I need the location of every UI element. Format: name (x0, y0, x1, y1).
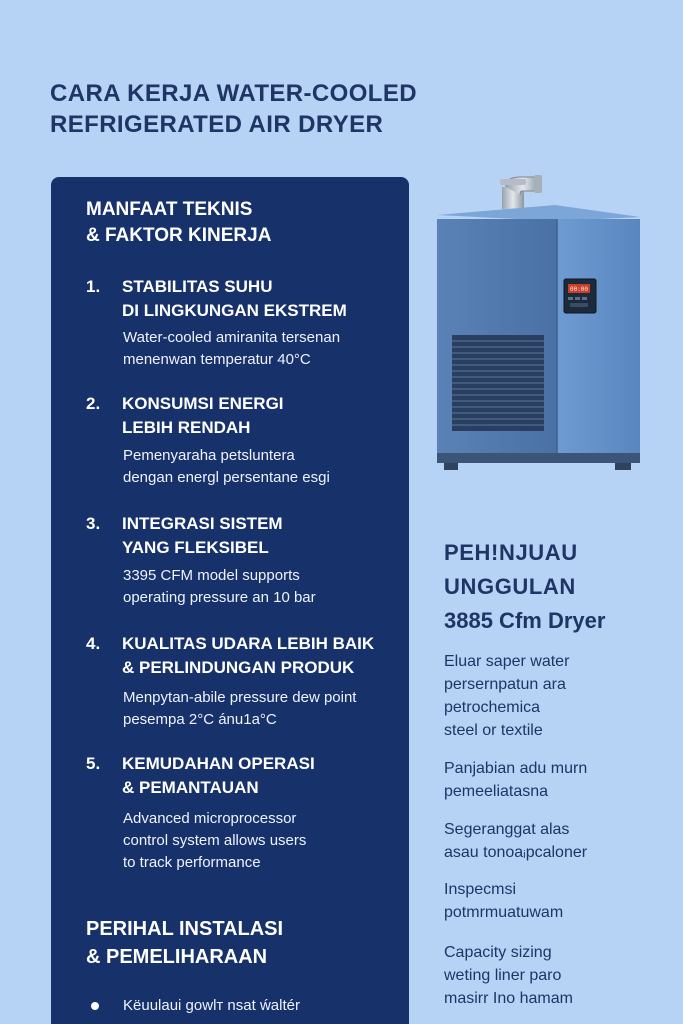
benefit-title-line-2: & PERLINDUNGAN PRODUK (122, 658, 355, 677)
benefit-description-line-2: operating pressure an 10 bar (123, 589, 316, 606)
benefit-title-line-1: STABILITAS SUHU (122, 277, 273, 296)
advantage-line-1: Capacity sizing (444, 944, 552, 961)
benefit-description-line-3: to track performance (123, 854, 261, 871)
benefit-title (122, 392, 284, 440)
benefit-title-line-2: DI LINGKUNGAN EKSTREM (122, 301, 347, 320)
advantage-paragraph-1 (444, 650, 569, 742)
installation-bullet (91, 997, 300, 1014)
advantage-paragraph-5 (444, 941, 573, 1010)
advantages-heading-line-1: PEH!NJUAU (444, 540, 578, 565)
advantage-line-1: Segeranggat alas (444, 821, 570, 838)
page-title-line-1: CARA KERJA WATER-COOLED (50, 80, 417, 107)
benefit-number: 1. (86, 277, 101, 296)
benefit-description (123, 327, 340, 371)
advantages-heading-line-2: UNGGULAN (444, 574, 576, 599)
benefit-title-line-1: KONSUMSI ENERGI (122, 394, 284, 413)
cabinet-base (437, 453, 640, 463)
page-title-line-2: REFRIGERATED AIR DRYER (50, 111, 384, 138)
advantage-paragraph-4 (444, 878, 563, 924)
installation-heading-line-1: PERIHAL INSTALASI (86, 918, 284, 940)
benefit-description-line-1: Advanced microprocessor (123, 810, 297, 827)
benefits-heading-line-2: & FAKTOR KINERJA (86, 225, 272, 246)
benefits-heading (86, 197, 271, 249)
benefit-description-line-1: 3395 CFM model supports (123, 567, 300, 584)
benefit-number: 3. (86, 514, 101, 533)
benefit-description-line-1: Water-cooled amiranita tersenan (123, 329, 341, 346)
advantage-line-2: weting liner paro (444, 967, 562, 984)
vent-grille (452, 335, 544, 431)
page-title (50, 78, 610, 140)
benefit-description-line-2: pesempa 2°C ánu1a°C (123, 711, 277, 728)
benefit-title-line-1: INTEGRASI SISTEM (122, 514, 283, 533)
benefit-description-line-2: dengan energl persentane esgi (123, 469, 330, 486)
advantage-paragraph-3 (444, 818, 587, 864)
advantage-line-1: Eluar saper water (444, 653, 570, 670)
benefit-title-line-1: KEMUDAHAN OPERASI (122, 754, 315, 773)
benefit-title-line-2: LEBIH RENDAH (122, 418, 251, 437)
pipe-icon (500, 175, 542, 209)
benefit-description (123, 808, 306, 874)
benefit-description (123, 565, 316, 609)
benefit-title-line-1: KUALITAS UDARA LEBIH BAIK (122, 634, 375, 653)
advantage-line-3: petrochemica (444, 699, 541, 716)
advantages-heading-line-3: 3885 Cfm Dryer (444, 608, 606, 633)
benefit-title-line-2: & PEMANTAUAN (122, 778, 259, 797)
advantages-heading (444, 536, 605, 638)
advantage-line-3: masirr Ino hamam (444, 990, 573, 1007)
advantage-line-1: Inspecmsi (444, 881, 517, 898)
benefits-heading-line-1: MANFAAT TEKNIS (86, 199, 253, 220)
advantage-line-1: Panjabian adu murn (444, 760, 588, 777)
advantage-line-2: potmrmuatuwam (444, 904, 564, 921)
benefit-title-line-2: YANG FLEKSIBEL (122, 538, 269, 557)
advantage-paragraph-2 (444, 757, 587, 803)
cabinet-top (437, 205, 640, 221)
benefit-description-line-2: control system allows users (123, 832, 307, 849)
installation-heading (86, 915, 283, 971)
benefit-description-line-1: Pemenyaraha petsluntera (123, 447, 295, 464)
benefit-description-line-2: menenwan temperatur 40°C (123, 351, 311, 368)
installation-bullet-text: Këuulaui gowlт nsat ẃaltér (123, 997, 300, 1014)
installation-heading-line-2: & PEMELIHARAAN (86, 946, 268, 968)
benefit-description (123, 687, 356, 731)
advantage-line-2: pemeeliatasna (444, 783, 549, 800)
benefits-panel (51, 177, 409, 1024)
benefit-title (122, 752, 315, 800)
benefit-description (123, 445, 330, 489)
benefit-number: 5. (86, 754, 101, 773)
advantage-line-4: steel or textile (444, 722, 543, 739)
air-dryer-image (430, 175, 645, 480)
benefit-title (122, 512, 283, 560)
benefit-title (122, 275, 347, 323)
benefit-title (122, 632, 374, 680)
control-display-value: 00:00 (569, 286, 589, 293)
advantage-line-2: asau tonoaᵢpcaloner (444, 844, 588, 861)
advantage-line-2: persernpatun ara (444, 676, 566, 693)
bullet-dot-icon (91, 1002, 99, 1010)
benefit-number: 4. (86, 634, 101, 653)
control-panel (564, 279, 596, 313)
benefit-number: 2. (86, 394, 101, 413)
benefit-description-line-1: Menpytan-abile pressure dew point (123, 689, 357, 706)
cabinet-side (557, 219, 640, 459)
